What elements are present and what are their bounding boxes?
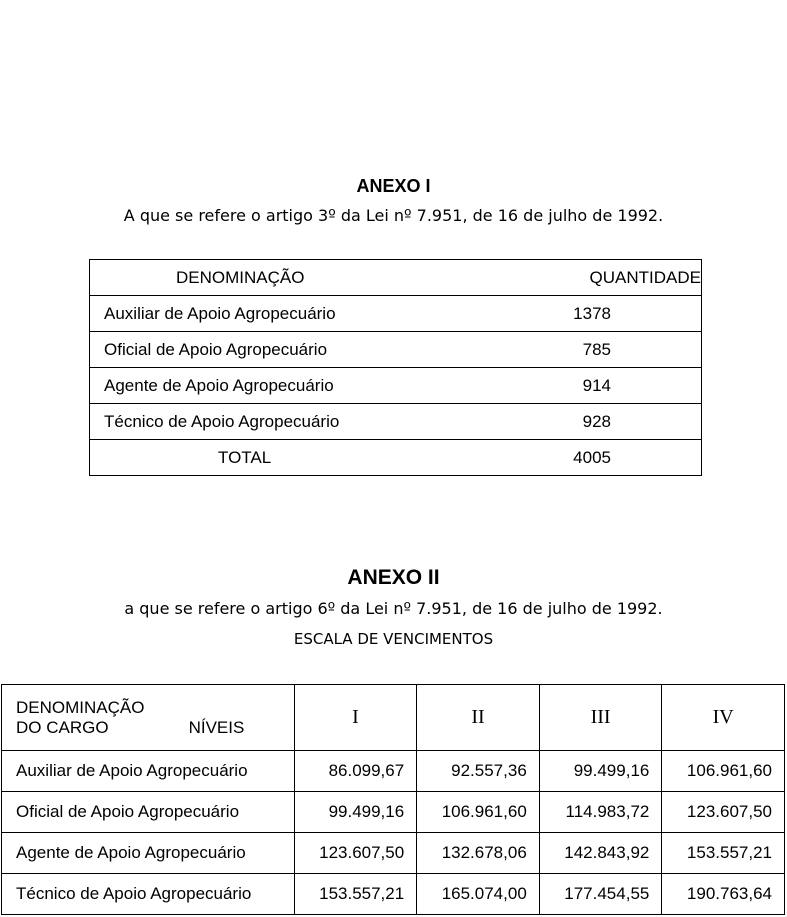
row-quantity: 928 [530, 404, 702, 440]
salary-cell: 177.454,55 [539, 874, 662, 915]
salary-cell: 142.843,92 [539, 833, 662, 874]
table-header-row [2, 685, 785, 751]
scale-label: ESCALA DE VENCIMENTOS [293, 630, 494, 648]
salary-cell: 165.074,00 [417, 874, 540, 915]
annex1-title: ANEXO I [356, 176, 431, 196]
table-row [2, 874, 785, 915]
salary-cell: 153.557,21 [662, 833, 785, 874]
header-quantidade: QUANTIDADE [530, 260, 702, 296]
salary-cell: 114.983,72 [539, 792, 662, 833]
row-name: Oficial de Apoio Agropecuário [2, 792, 295, 833]
level-header: I [294, 685, 417, 751]
table-row [90, 332, 702, 368]
salary-cell: 99.499,16 [294, 792, 417, 833]
table-row [2, 833, 785, 874]
row-name: Oficial de Apoio Agropecuário [90, 332, 530, 368]
header-denominacao: DENOMINAÇÃO [16, 697, 145, 717]
total-row [90, 440, 702, 476]
table-row [90, 296, 702, 332]
salary-cell: 86.099,67 [294, 751, 417, 792]
annex1-table [89, 259, 702, 476]
annex2-subtitle: a que se refere o artigo 6º da Lei nº 7.951, de 16 de julho de 1992. [124, 599, 663, 618]
row-name: Auxiliar de Apoio Agropecuário [2, 751, 295, 792]
row-quantity: 785 [530, 332, 702, 368]
row-name: Auxiliar de Apoio Agropecuário [90, 296, 530, 332]
row-name: Técnico de Apoio Agropecuário [2, 874, 295, 915]
header-cargo-niveis [2, 685, 295, 751]
salary-cell: 153.557,21 [294, 874, 417, 915]
total-value: 4005 [530, 440, 702, 476]
table-row [90, 368, 702, 404]
table-row [90, 404, 702, 440]
annex1-subtitle: A que se refere o artigo 3º da Lei nº 7.951, de 16 de julho de 1992. [123, 206, 664, 225]
level-header: II [417, 685, 540, 751]
level-header: III [539, 685, 662, 751]
salary-cell: 123.607,50 [662, 792, 785, 833]
level-header: IV [662, 685, 785, 751]
header-do-cargo: DO CARGO [16, 717, 109, 737]
table-header-row [90, 260, 702, 296]
salary-cell: 132.678,06 [417, 833, 540, 874]
row-name: Agente de Apoio Agropecuário [2, 833, 295, 874]
row-quantity: 1378 [530, 296, 702, 332]
salary-cell: 106.961,60 [417, 792, 540, 833]
salary-cell: 99.499,16 [539, 751, 662, 792]
row-quantity: 914 [530, 368, 702, 404]
table-row [2, 751, 785, 792]
salary-cell: 190.763,64 [662, 874, 785, 915]
annex2-table [1, 684, 785, 915]
annex2-title: ANEXO II [347, 566, 440, 589]
header-niveis: NÍVEIS [188, 717, 245, 737]
total-label: TOTAL [90, 440, 530, 476]
header-denominacao: DENOMINAÇÃO [90, 260, 530, 296]
table-row [2, 792, 785, 833]
row-name: Agente de Apoio Agropecuário [90, 368, 530, 404]
salary-cell: 106.961,60 [662, 751, 785, 792]
row-name: Técnico de Apoio Agropecuário [90, 404, 530, 440]
salary-cell: 92.557,36 [417, 751, 540, 792]
salary-cell: 123.607,50 [294, 833, 417, 874]
